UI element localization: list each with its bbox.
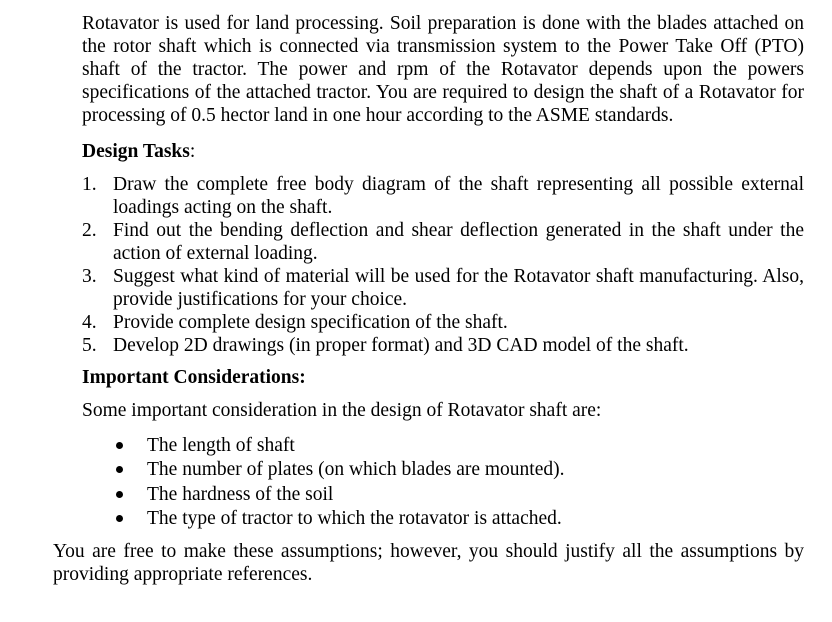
- task-text: Suggest what kind of material will be used for the Rotavator shaft manufacturing. Also, provide justifications for your choice.: [113, 266, 804, 310]
- bullet-icon: [116, 515, 123, 522]
- task-item: [82, 173, 804, 219]
- considerations-heading: [82, 366, 306, 389]
- task-item: [82, 334, 804, 357]
- task-number: 5.: [82, 335, 97, 356]
- bullet-icon: [116, 491, 123, 498]
- consideration-item: [113, 483, 565, 507]
- task-number: 2.: [82, 220, 97, 241]
- task-number: 3.: [82, 266, 97, 287]
- task-item: [82, 311, 804, 334]
- bullet-icon: [116, 442, 123, 449]
- task-item: [82, 265, 804, 311]
- task-item: [82, 219, 804, 265]
- considerations-intro: Some important consideration in the design of Rotavator shaft are:: [82, 400, 602, 421]
- consideration-item: [113, 507, 565, 531]
- considerations-list: [113, 434, 565, 531]
- task-number: 4.: [82, 312, 97, 333]
- task-text: Draw the complete free body diagram of the shaft representing all possible external loadings acting on the shaft.: [113, 174, 804, 218]
- design-tasks-heading-text: Design Tasks: [82, 141, 190, 162]
- consideration-item: [113, 458, 565, 482]
- consideration-text: The type of tractor to which the rotavator is attached.: [147, 507, 562, 529]
- design-tasks-heading-colon: :: [189, 141, 196, 162]
- task-number: 1.: [82, 174, 97, 195]
- design-task-list: [82, 173, 804, 357]
- bullet-icon: [116, 466, 123, 473]
- closing-paragraph: You are free to make these assumptions; however, you should justify all the assumptions by providing appropriate references.: [53, 541, 804, 585]
- design-tasks-heading: [82, 140, 195, 163]
- consideration-item: [113, 434, 565, 458]
- task-text: Develop 2D drawings (in proper format) and 3D CAD model of the shaft.: [113, 335, 689, 356]
- task-text: Find out the bending deflection and shear deflection generated in the shaft under the action of external loading.: [113, 220, 804, 264]
- consideration-text: The number of plates (on which blades are mounted).: [147, 459, 565, 481]
- consideration-text: The length of shaft: [147, 435, 295, 456]
- intro-paragraph: Rotavator is used for land processing. Soil preparation is done with the blades attached on the rotor shaft which is connected via transmission system to the Power Take Off (PTO) shaft of the tractor. The power and rpm of the Rotavator depends upon the powers specifications of the attached tractor. You are required to design the shaft of a Rotavator for processing of 0.5 hector land in one hour according to the ASME standards.: [82, 13, 804, 126]
- task-text: Provide complete design specification of the shaft.: [113, 312, 508, 333]
- consideration-text: The hardness of the soil: [147, 483, 334, 505]
- considerations-heading-text: Important Considerations:: [82, 367, 306, 388]
